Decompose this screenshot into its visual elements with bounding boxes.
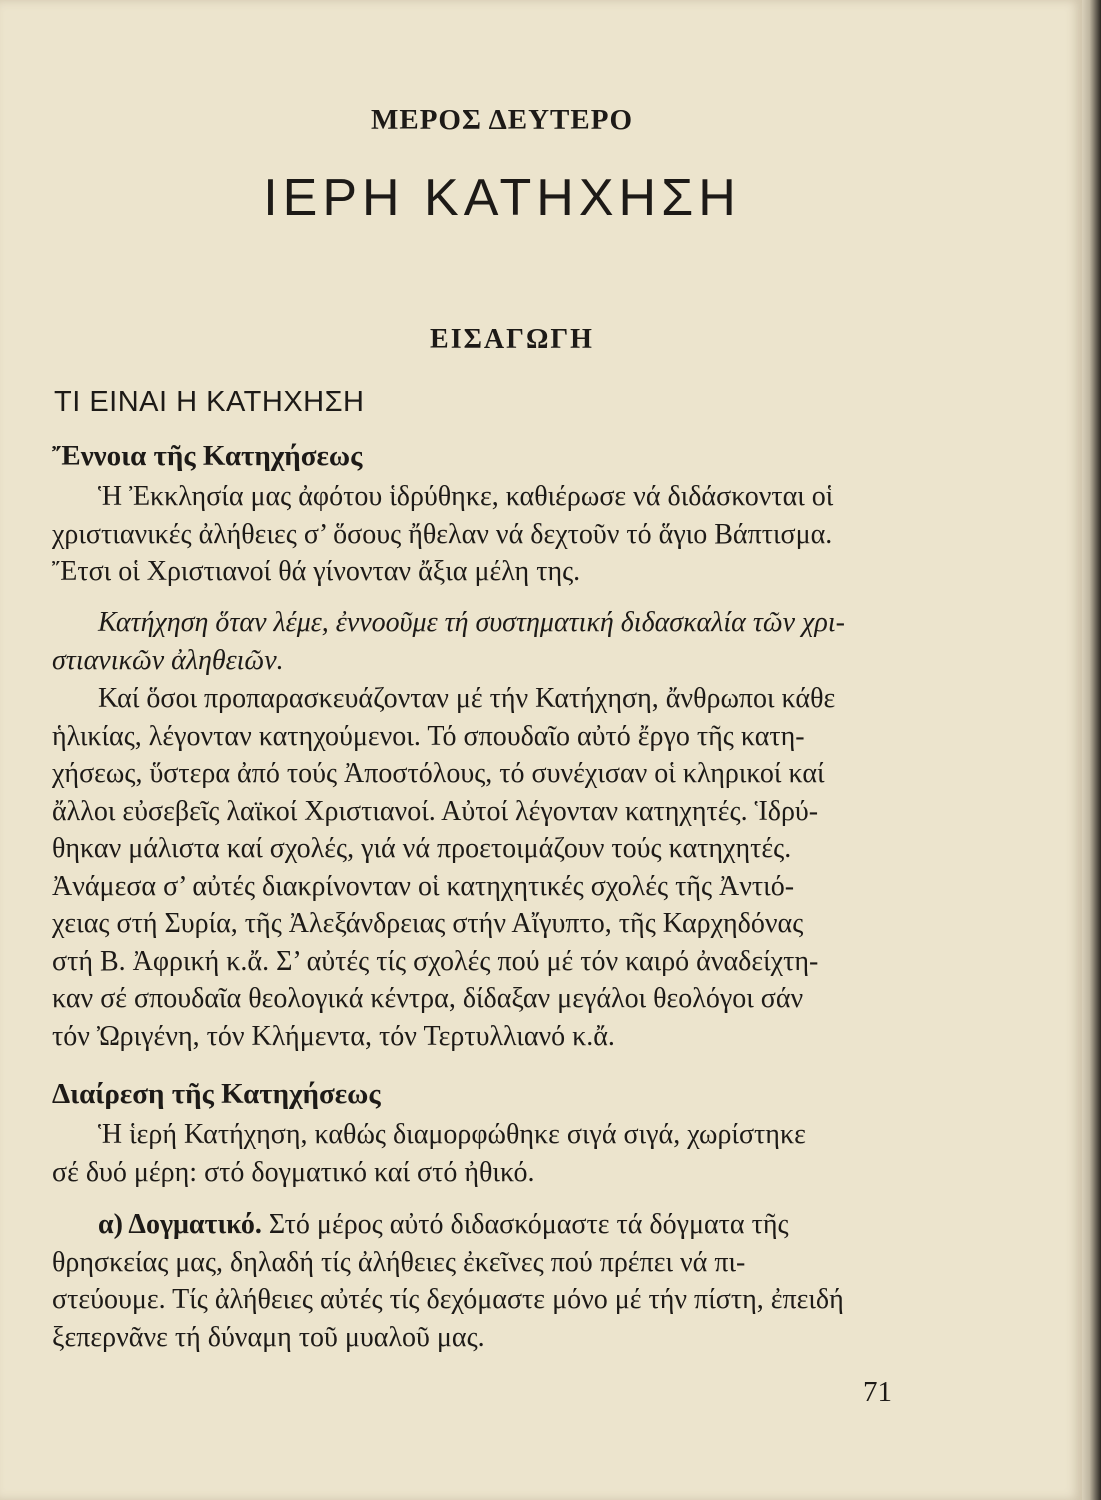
- concept-paragraph-1: [52, 478, 912, 591]
- division-paragraph-1: [52, 1116, 912, 1191]
- text-line: στεύουμε. Τίς ἀλήθειες αὐτές τίς δεχόμαστε μόνο μέ τήν πίστη, ἐπειδή: [52, 1284, 844, 1315]
- page-number: 71: [863, 1376, 892, 1408]
- text-line: χριστιανικές ἀλήθειες σ’ ὅσους ἤθελαν νά δεχτοῦν τό ἅγιο Βάπτισμα.: [52, 518, 833, 550]
- text-line: σέ δυό μέρη: στό δογματικό καί στό ἠθικό.: [52, 1156, 535, 1188]
- concept-paragraph-2: [52, 680, 912, 1055]
- dogmatic-first-line: Στό μέρος αὐτό διδασκόμαστε τά δόγματα τῆς: [261, 1209, 789, 1240]
- text-line: χειας στή Συρία, τῆς Ἀλεξάνδρειας στήν Αἴγυπτο, τῆς Καρχηδόνας: [52, 908, 804, 939]
- text-line: στή Β. Ἀφρική κ.ἄ. Σ’ αὐτές τίς σχολές πού μέ τόν καιρό ἀναδείχτη-: [52, 945, 819, 977]
- text-line: καν σέ σπουδαῖα θεολογικά κέντρα, δίδαξαν μεγάλοι θεολόγοι σάν: [52, 983, 804, 1014]
- text-line: Ἔτσι οἱ Χριστιανοί θά γίνονταν ἄξια μέλη της.: [52, 556, 581, 587]
- division-heading: Διαίρεση τῆς Κατηχήσεως: [52, 1078, 381, 1110]
- text-line: ἡλικίας, λέγονταν κατηχούμενοι. Τό σπουδαῖο αὐτό ἔργο τῆς κατη-: [52, 720, 805, 752]
- text-line: ἄλλοι εὐσεβεῖς λαϊκοί Χριστιανοί. Αὐτοί λέγονταν κατηχητές. Ἱδρύ-: [52, 795, 819, 827]
- dogmatic-label: α) Δογματικό.: [98, 1209, 262, 1240]
- introduction-title: ΕΙΣΑΓΩΓΗ: [430, 324, 594, 355]
- definition-paragraph: [52, 604, 912, 679]
- text-line: Ἡ ἱερή Κατήχηση, καθώς διαμορφώθηκε σιγά σιγά, χωρίστηκε: [98, 1119, 806, 1150]
- text-line: [52, 1206, 912, 1244]
- dogmatic-paragraph: [52, 1206, 912, 1356]
- concept-heading: Ἔννοια τῆς Κατηχήσεως: [52, 440, 363, 472]
- text-line: Ἀνάμεσα σ’ αὐτές διακρίνονταν οἱ κατηχητικές σχολές τῆς Ἀντιό-: [52, 870, 795, 902]
- text-line: στιανικῶν ἀληθειῶν.: [52, 644, 284, 676]
- text-line: τόν Ὠριγένη, τόν Κλήμεντα, τόν Τερτυλλιανό κ.ἄ.: [52, 1020, 615, 1052]
- text-line: ξεπερνᾶνε τή δύναμη τοῦ μυαλοῦ μας.: [52, 1321, 485, 1353]
- text-line: θηκαν μάλιστα καί σχολές, γιά νά προετοιμάζουν τούς κατηχητές.: [52, 833, 792, 864]
- text-line: Καί ὅσοι προπαρασκευάζονταν μέ τήν Κατήχηση, ἄνθρωποι κάθε: [98, 683, 836, 714]
- text-line: χήσεως, ὕστερα ἀπό τούς Ἀποστόλους, τό συνέχισαν οἱ κληρικοί καί: [52, 758, 825, 789]
- main-title: ΙΕΡΗ ΚΑΤΗΧΗΣΗ: [263, 169, 741, 227]
- text-line: θρησκείας μας, δηλαδή τίς ἀλήθειες ἐκεῖνες πού πρέπει νά πι-: [52, 1246, 746, 1278]
- part-label: ΜΕΡΟΣ ΔΕΥΤΕΡΟ: [370, 104, 634, 136]
- text-line: Κατήχηση ὅταν λέμε, ἐννοοῦμε τή συστηματική διδασκαλία τῶν χρι-: [98, 607, 845, 638]
- book-edge: [1082, 0, 1101, 1500]
- section-title: ΤΙ ΕΙΝΑΙ Η ΚΑΤΗΧΗΣΗ: [54, 386, 365, 418]
- text-line: Ἡ Ἐκκλησία μας ἀφότου ἱδρύθηκε, καθιέρωσε νά διδάσκονται οἱ: [98, 481, 834, 512]
